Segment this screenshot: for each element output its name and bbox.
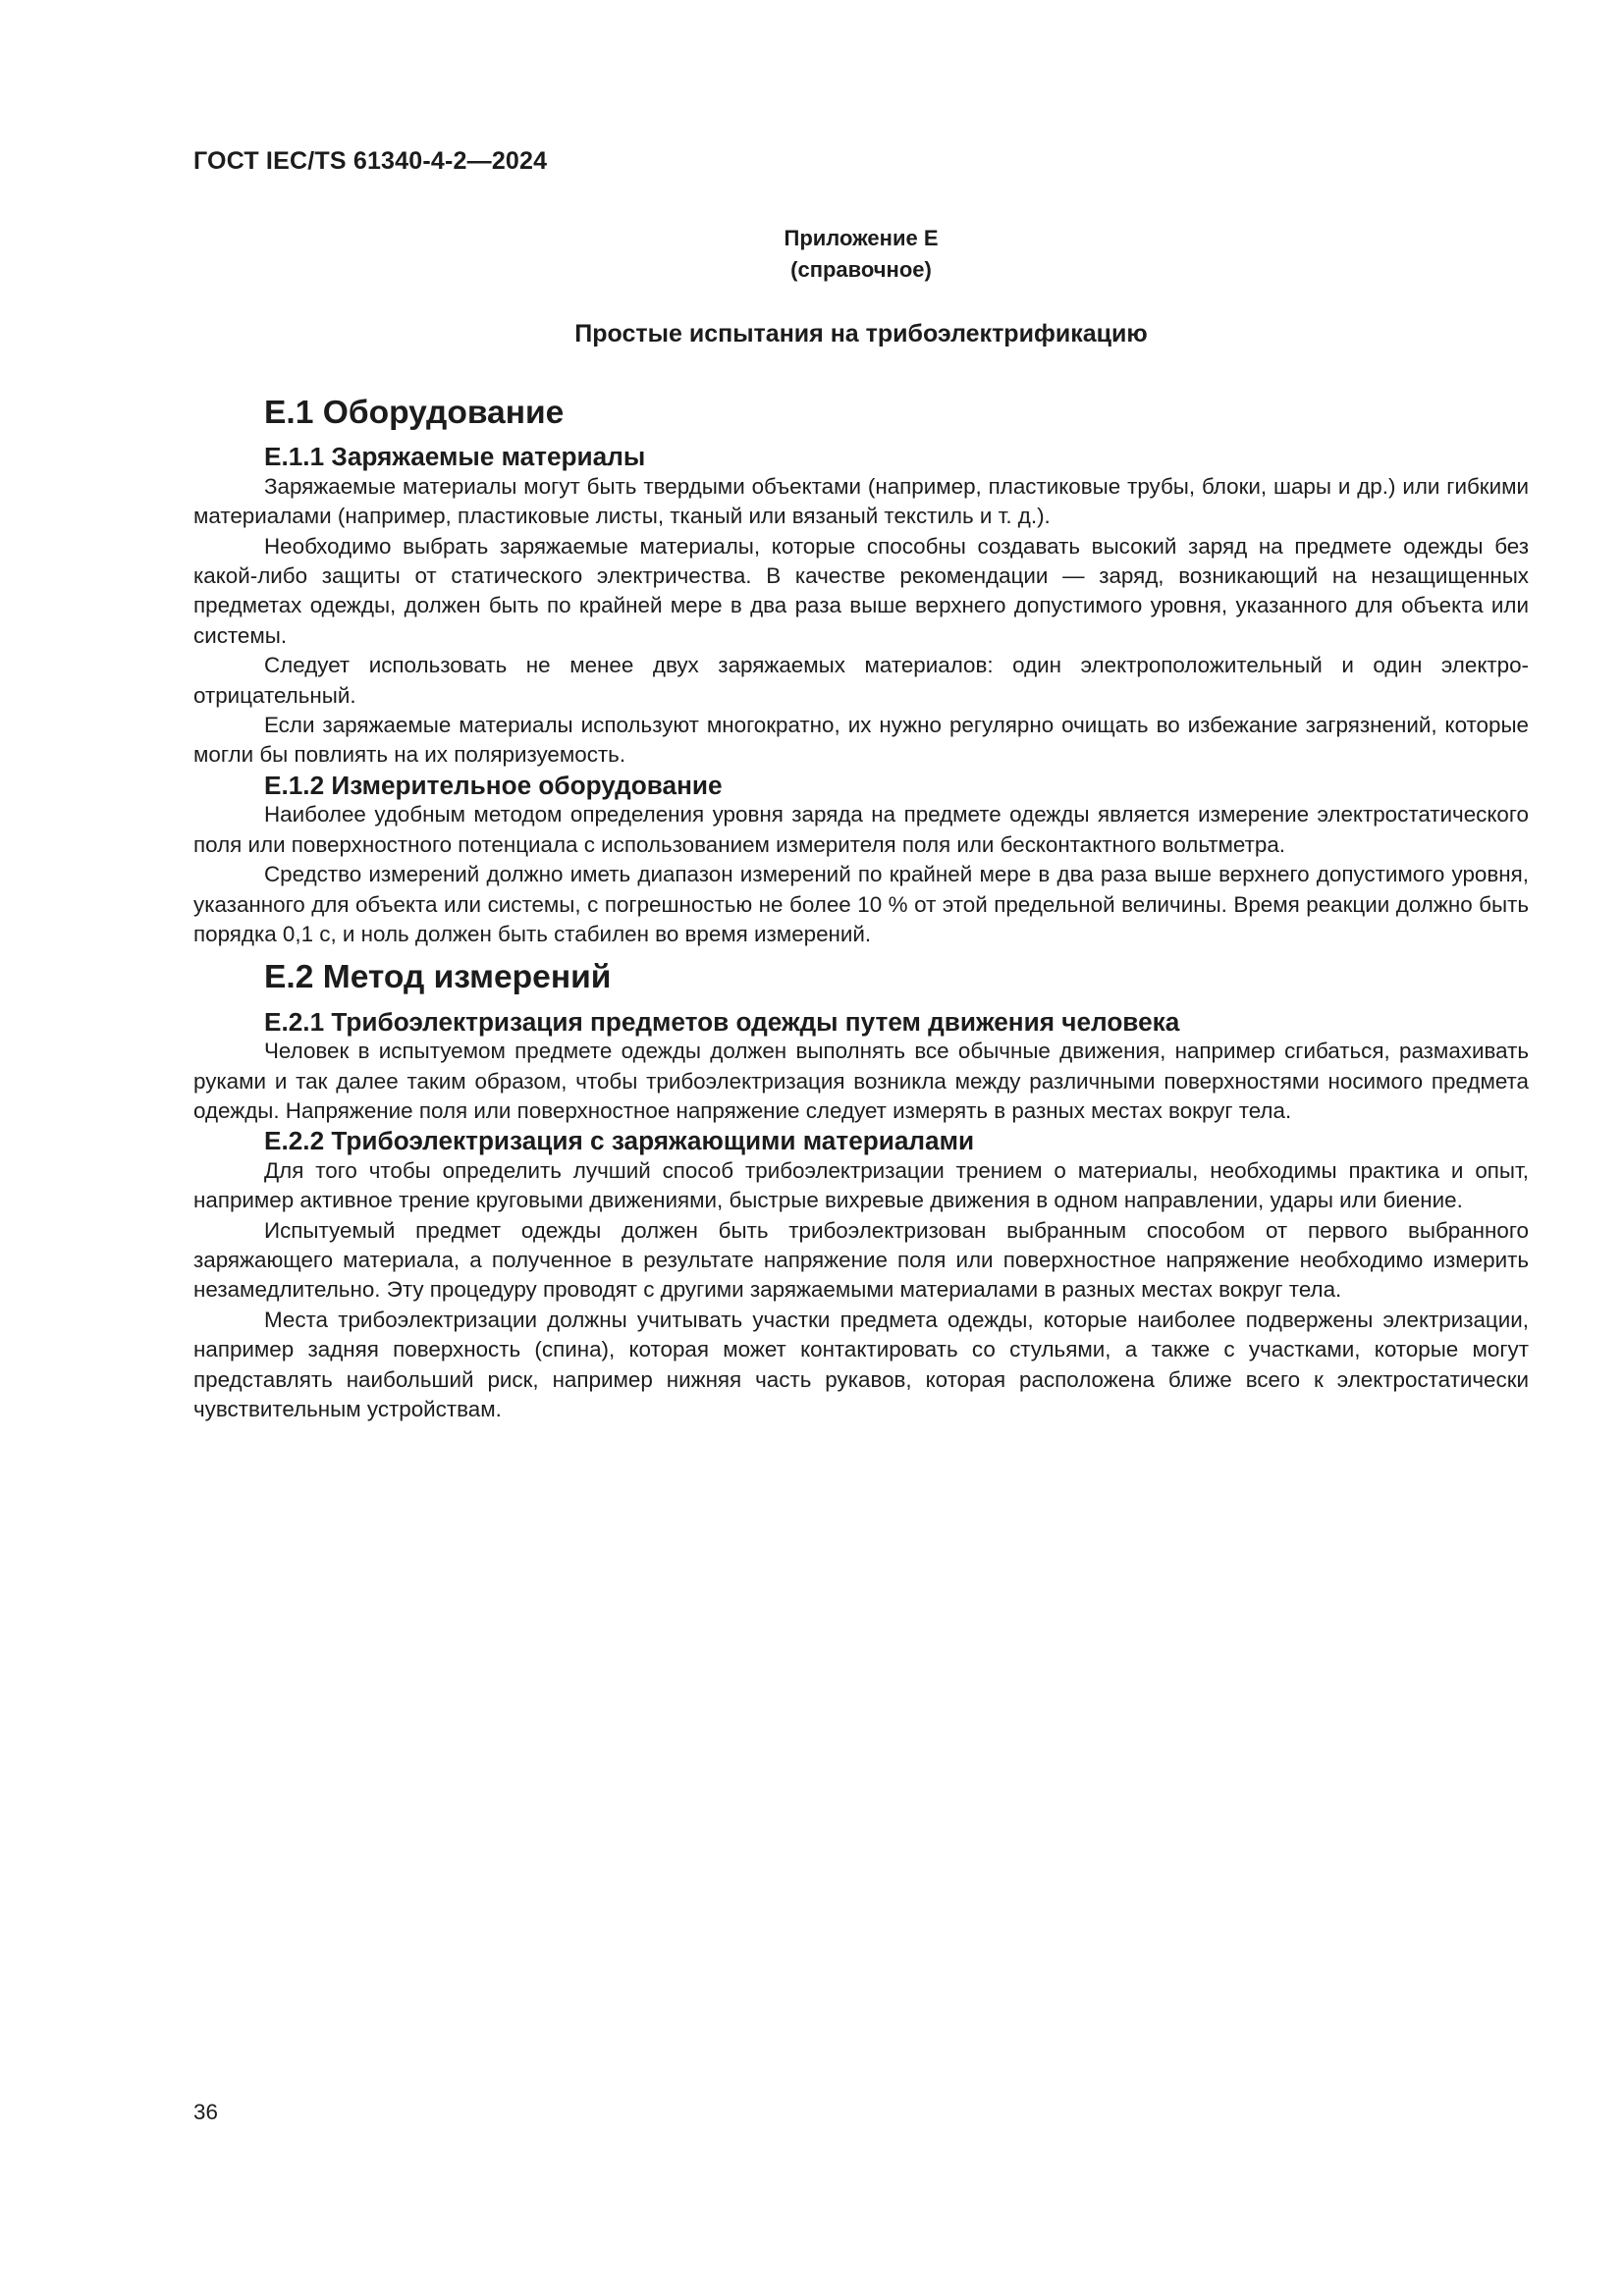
- paragraph: Если заряжаемые материалы используют многократно, их нужно регулярно очищать во избежание загрязнений, которые могли бы повлиять на их поляризуемость.: [193, 713, 1529, 768]
- paragraph: Человек в испытуемом предмете одежды должен выполнять все обычные движения, например сгибаться, размахивать руками и так далее таким образом, чтобы трибоэлектризация возникла между различными поверхностями носимого предмета одежды. Напряжение поля или поверхностное напряжение следует измерять в разных местах вокруг тела.: [193, 1039, 1529, 1123]
- annex-title: Приложение Е: [784, 226, 939, 250]
- section-heading-e1: Е.1 Оборудование: [264, 395, 565, 431]
- paragraph: Места трибоэлектризации должны учитывать участки предмета одежды, которые наиболее подвержены электризации, например задняя поверхность (спина), которая может контактировать со стульями, а также с участками, которые могут представлять наибольший риск, например нижняя часть рукавов, которая расположена ближе всего к электростатически чувствительным устройствам.: [193, 1307, 1529, 1421]
- section-heading-e1-2: Е.1.2 Измерительное оборудование: [264, 770, 723, 800]
- page-number: 36: [193, 2100, 218, 2124]
- paragraph: Испытуемый предмет одежды должен быть трибоэлектризован выбранным способом от первого выбранного заряжающего материала, а полученное в результате напряжение поля или поверхностное напряжение необходимо измерить незамедлительно. Эту процедуру проводят с другими заряжаемыми материалами в разных местах вокруг тела.: [193, 1217, 1529, 1303]
- annex-heading: Простые испытания на трибоэлектрификацию: [574, 320, 1148, 347]
- annex-type: (справочное): [790, 257, 932, 282]
- paragraph: Средство измерений должно иметь диапазон измерений по крайней мере в два раза выше верхнего допустимого уровня, указанного для объекта или системы, с погрешностью не более 10 % от этой предельной величины. Время реакции должно быть порядка 0,1 с, и ноль должен быть стабилен во время измерений.: [193, 862, 1529, 946]
- document-body: [193, 395, 1529, 1424]
- section-heading-e2-2: Е.2.2 Трибоэлектризация с заряжающими материалами: [264, 1126, 975, 1156]
- section-heading-e2-1: Е.2.1 Трибоэлектризация предметов одежды путем движения человека: [264, 1006, 1180, 1037]
- paragraph: Для того чтобы определить лучший способ трибоэлектризации трением о материалы, необходимы практика и опыт, например активное трение круговыми движениями, быстрые вихревые движения в одном направлении, удары или биение.: [193, 1157, 1529, 1213]
- paragraph: Следует использовать не менее двух заряжаемых материалов: один электроположительный и один электроотрицательный.: [193, 653, 1529, 708]
- section-heading-e1-1: Е.1.1 Заряжаемые материалы: [264, 442, 646, 472]
- paragraph: Необходимо выбрать заряжаемые материалы, которые способны создавать высокий заряд на предмете одежды без какой-либо защиты от статического электричества. В качестве рекомендации — заряд, возникающий на незащищенных предметах одежды, должен быть по крайней мере в два раза выше верхнего допустимого уровня, указанного для объекта или системы.: [193, 533, 1529, 648]
- paragraph: Наиболее удобным методом определения уровня заряда на предмете одежды является измерение электростатического поля или поверхностного потенциала с использованием измерителя поля или бесконтактного вольтметра.: [193, 802, 1529, 857]
- section-heading-e2: Е.2 Метод измерений: [264, 959, 612, 996]
- paragraph: Заряжаемые материалы могут быть твердыми объектами (например, пластиковые трубы, блоки, шары и др.) или гибкими материалами (например, пластиковые листы, тканый или вязаный текстиль и т. д.).: [193, 473, 1529, 529]
- document-code: ГОСТ IEC/TS 61340-4-2—2024: [193, 147, 548, 175]
